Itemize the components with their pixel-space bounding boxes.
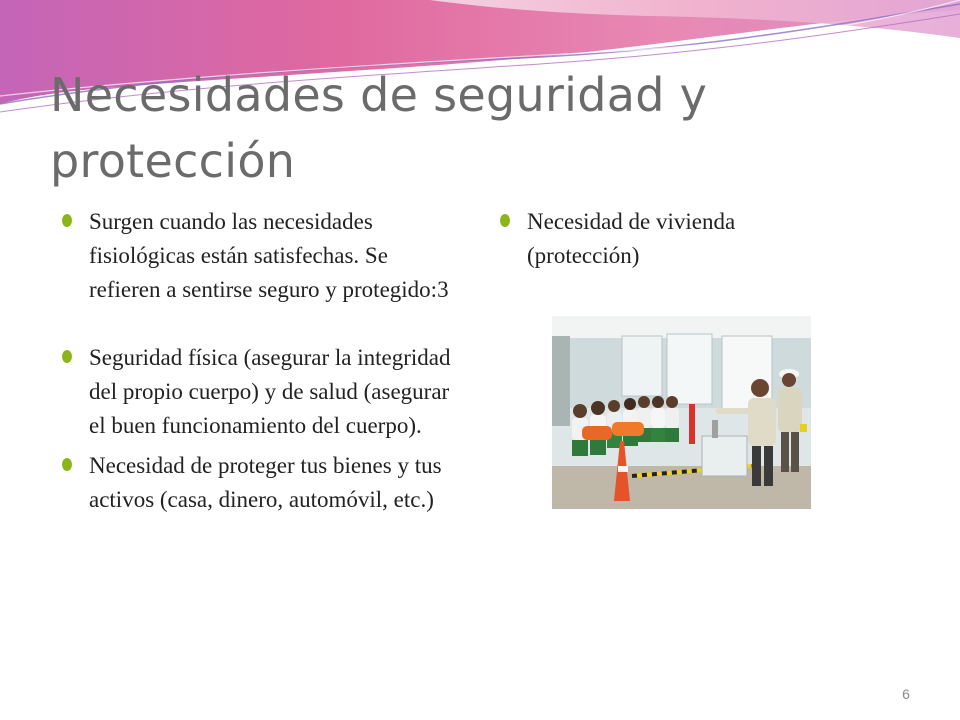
bullet-text: Necesidad de vivienda (protección) (527, 209, 736, 268)
bullet-item (62, 449, 462, 517)
bullet-dot-icon (62, 458, 72, 471)
bullet-dot-icon (500, 214, 510, 227)
classroom-safety-photo (552, 316, 811, 509)
slide-title: Necesidades de seguridad y protección (50, 68, 708, 188)
left-bullet-list (62, 205, 462, 517)
bullet-dot-icon (62, 350, 72, 363)
bullet-text: Surgen cuando las necesidades fisiológicas están satisfechas. Se refieren a sentirse seguro y protegido:3 (89, 209, 449, 302)
bullet-text: Seguridad física (asegurar la integridad del propio cuerpo) y de salud (asegurar el buen funcionamiento del cuerpo). (89, 345, 451, 438)
bullet-item (62, 205, 462, 307)
right-bullet-list (500, 205, 820, 273)
slide-number: 6 (902, 686, 910, 702)
bullet-item (62, 341, 462, 443)
bullet-item (500, 205, 820, 273)
bullet-dot-icon (62, 214, 72, 227)
bullet-text: Necesidad de proteger tus bienes y tus activos (casa, dinero, automóvil, etc.) (89, 453, 442, 512)
